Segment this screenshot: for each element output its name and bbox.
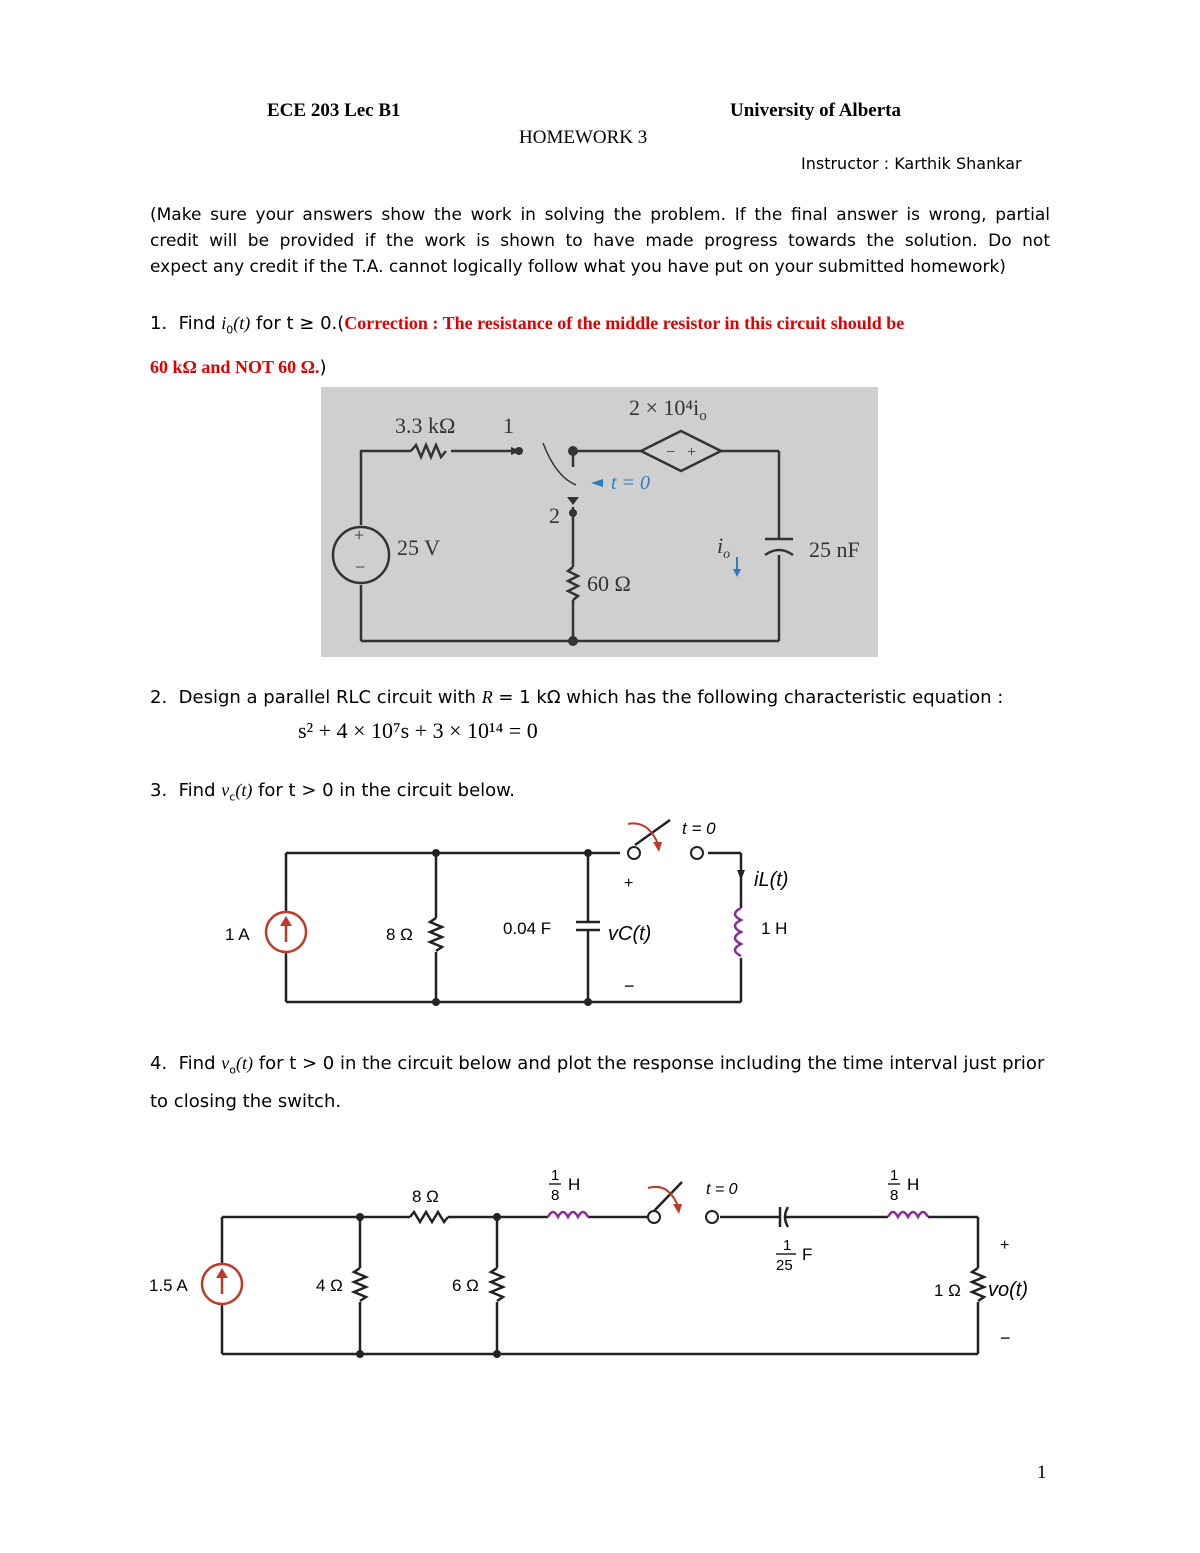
- r8-label: 8 Ω: [412, 1187, 439, 1206]
- switch-label: t = 0: [682, 819, 716, 838]
- c-num: 1: [783, 1237, 792, 1254]
- correction-note-2: 60 kΩ and NOT 60 Ω.: [150, 356, 320, 377]
- r4-label: 4 Ω: [316, 1276, 343, 1295]
- question-1: 1. Find $i_0(t)$ for t ≥ 0.(Correction : The resistance of the middle resistor in this circuit should be 60 kΩ and NOT 60 Ω.): [150, 313, 905, 378]
- l1-unit: H: [568, 1175, 581, 1194]
- il-label: iL(t): [754, 869, 789, 891]
- vo-plus: +: [1000, 1237, 1010, 1254]
- r2-label: 60 Ω: [587, 571, 631, 596]
- resistor-label: 8 Ω: [386, 925, 413, 944]
- circuit-3-diagram: [210, 810, 830, 1010]
- vc-minus: −: [624, 976, 635, 996]
- circuit-1-diagram: [321, 387, 878, 657]
- page-number: 1: [1037, 1462, 1047, 1483]
- question-4: 4. Find $v_o(t)$ for t > 0 in the circuit below and plot the response including the time interval just prior to closing the switch.: [150, 1053, 1045, 1112]
- r1-label: 3.3 kΩ: [395, 413, 456, 438]
- l2-num: 1: [890, 1167, 899, 1184]
- pos1-label: 1: [503, 413, 514, 438]
- vo-label: vo(t): [988, 1279, 1028, 1301]
- vsource-plus: +: [354, 525, 365, 545]
- university-label: University of Alberta: [730, 100, 901, 121]
- io-label: $i_o$: [717, 533, 731, 562]
- vc-label: vC(t): [608, 923, 652, 945]
- vc-plus: +: [624, 875, 634, 892]
- switch-label: t = 0: [611, 472, 651, 494]
- c-den: 25: [776, 1257, 793, 1274]
- isource-label: 1.5 A: [149, 1276, 188, 1295]
- question-2: 2. Design a parallel RLC circuit with R = 1 kΩ which has the following characteristic equation :: [150, 687, 1004, 708]
- switch-label: t = 0: [706, 1181, 738, 1198]
- vo-minus: −: [1000, 1328, 1011, 1348]
- isource-label: 1 A: [225, 925, 250, 944]
- r1-label: 1 Ω: [934, 1281, 961, 1300]
- dep-minus: −: [666, 444, 676, 461]
- correction-note: Correction : The resistance of the middle resistor in this circuit should be: [344, 313, 905, 333]
- dep-source-label: $2 \times 10^4i_o$: [629, 395, 707, 424]
- cap-label: 25 nF: [809, 537, 860, 562]
- instructor-label: Instructor : Karthik Shankar: [801, 154, 1022, 173]
- instructions: (Make sure your answers show the work in solving the problem. If the final answer is wrong, partial credit will be provided if the work is shown to have made progress towards the solution. Do not expect any credit if the T.A. cannot logically follow what you have put on your submitted homework): [150, 205, 1050, 277]
- l2-den: 8: [890, 1187, 899, 1204]
- r6-label: 6 Ω: [452, 1276, 479, 1295]
- course-label: ECE 203 Lec B1: [267, 100, 401, 121]
- capacitor-label: 0.04 F: [503, 919, 552, 938]
- pos2-label: 2: [549, 503, 560, 528]
- question-3: 3. Find $v_c(t)$ for t > 0 in the circuit below.: [150, 780, 515, 804]
- dep-plus: +: [687, 444, 697, 461]
- l1-den: 8: [551, 1187, 560, 1204]
- characteristic-equation: s² + 4 × 10⁷s + 3 × 10¹⁴ = 0: [298, 718, 538, 743]
- l2-unit: H: [907, 1175, 920, 1194]
- l1-num: 1: [551, 1167, 560, 1184]
- vsource-minus: −: [355, 557, 366, 577]
- homework-title: HOMEWORK 3: [519, 127, 648, 148]
- c-unit: F: [802, 1245, 813, 1264]
- vsource-label: 25 V: [397, 535, 440, 560]
- inductor-label: 1 H: [761, 919, 788, 938]
- circuit-4-diagram: [140, 1160, 1060, 1360]
